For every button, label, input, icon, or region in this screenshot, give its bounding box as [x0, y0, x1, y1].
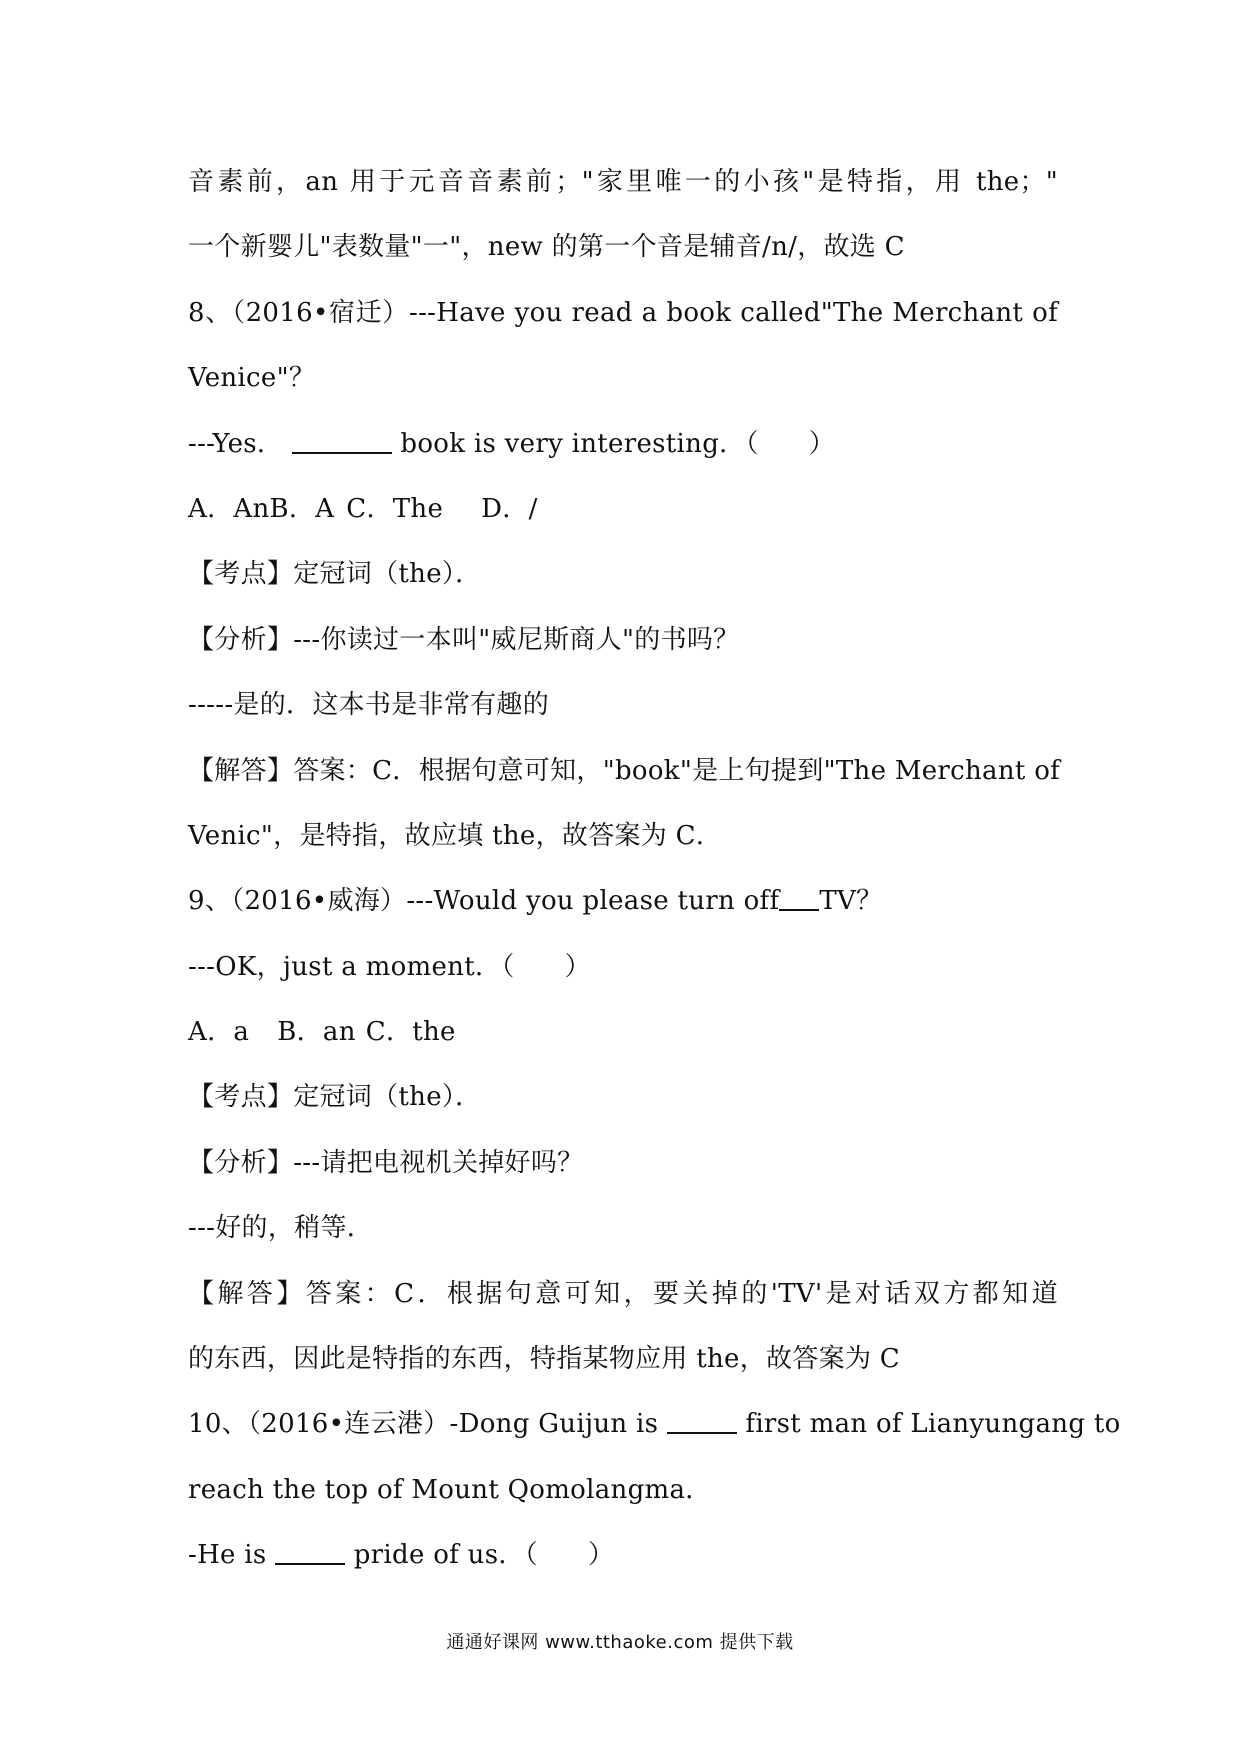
text-line: reach the top of Mount Qomolangma．: [188, 1474, 712, 1505]
text-segment: pride of us．（: [353, 1540, 538, 1571]
text-line: 音素前，an 用于元音音素前；"家里唯一的小孩"是特指，用 the；": [188, 167, 1058, 197]
option-ab: A．AnB．A: [188, 493, 335, 524]
text-line: 的东西，因此是特指的东西，特指某物应用 the，故答案为 C: [188, 1344, 901, 1375]
question-8-stem: 8、（2016•宿迁）---Have you read a book called"The Merchant of: [188, 297, 1058, 328]
text-line: [188, 935, 1058, 1000]
text-segment: 10、（2016•连云港）-Dong Guijun is: [188, 1409, 659, 1440]
question-8-blank-line: [188, 412, 1058, 477]
answer-blank: [292, 426, 392, 454]
text-segment: ）: [808, 428, 836, 459]
option-b: B．an: [277, 1017, 356, 1048]
page-footer: 通通好课网 www.tthaoke.com 提供下载: [446, 1632, 794, 1653]
fenxi-label: 【分析】---你读过一本叫"威尼斯商人"的书吗？: [188, 624, 740, 655]
question-9-options: [188, 1000, 1058, 1065]
text-line: Venice"？: [188, 363, 316, 394]
option-c: C．the: [365, 1017, 456, 1048]
jieda-label: 【解答】答案：C．根据句意可知，要关掉的'TV'是对话双方都知道: [188, 1278, 1058, 1309]
text-segment: ）: [564, 951, 591, 982]
question-10-blank-line: [188, 1523, 1058, 1588]
answer-blank: [779, 883, 819, 911]
jieda-label: 【解答】答案：C．根据句意可知，"book"是上句提到"The Merchant of: [188, 755, 1061, 786]
text-segment: first man of Lianyungang to: [745, 1409, 1121, 1440]
answer-blank: [275, 1537, 345, 1565]
document-page: [188, 150, 1121, 1589]
question-9-stem: [188, 869, 1058, 934]
text-line: 一个新婴儿"表数量"一"，new 的第一个音是辅音/n/，故选 C: [188, 232, 905, 263]
text-segment: TV？: [819, 886, 883, 917]
text-segment: ---Yes．: [188, 428, 284, 459]
text-segment: -He is: [188, 1540, 267, 1571]
option-d: D．/: [481, 493, 538, 524]
text-line: -----是的．这本书是非常有趣的: [188, 690, 550, 721]
text-segment: 9、（2016•威海）---Would you please turn off: [188, 886, 780, 917]
fenxi-label: 【分析】---请把电视机关掉好吗？: [188, 1147, 584, 1178]
answer-blank: [667, 1406, 737, 1434]
text-segment: ）: [587, 1540, 615, 1571]
text-segment: ---OK，just a moment．（: [188, 951, 515, 982]
text-segment: book is very interesting．（: [400, 428, 759, 459]
option-a: A．a: [188, 1017, 250, 1048]
question-8-options: [188, 477, 1058, 542]
text-line: Venic"，是特指，故应填 the，故答案为 C．: [188, 820, 723, 851]
option-c: C．The: [346, 493, 444, 524]
question-10-stem: [188, 1392, 1121, 1457]
kaodian-label: 【考点】定冠词（the）．: [188, 559, 482, 590]
kaodian-label: 【考点】定冠词（the）．: [188, 1082, 482, 1113]
text-line: ---好的，稍等．: [188, 1213, 374, 1244]
